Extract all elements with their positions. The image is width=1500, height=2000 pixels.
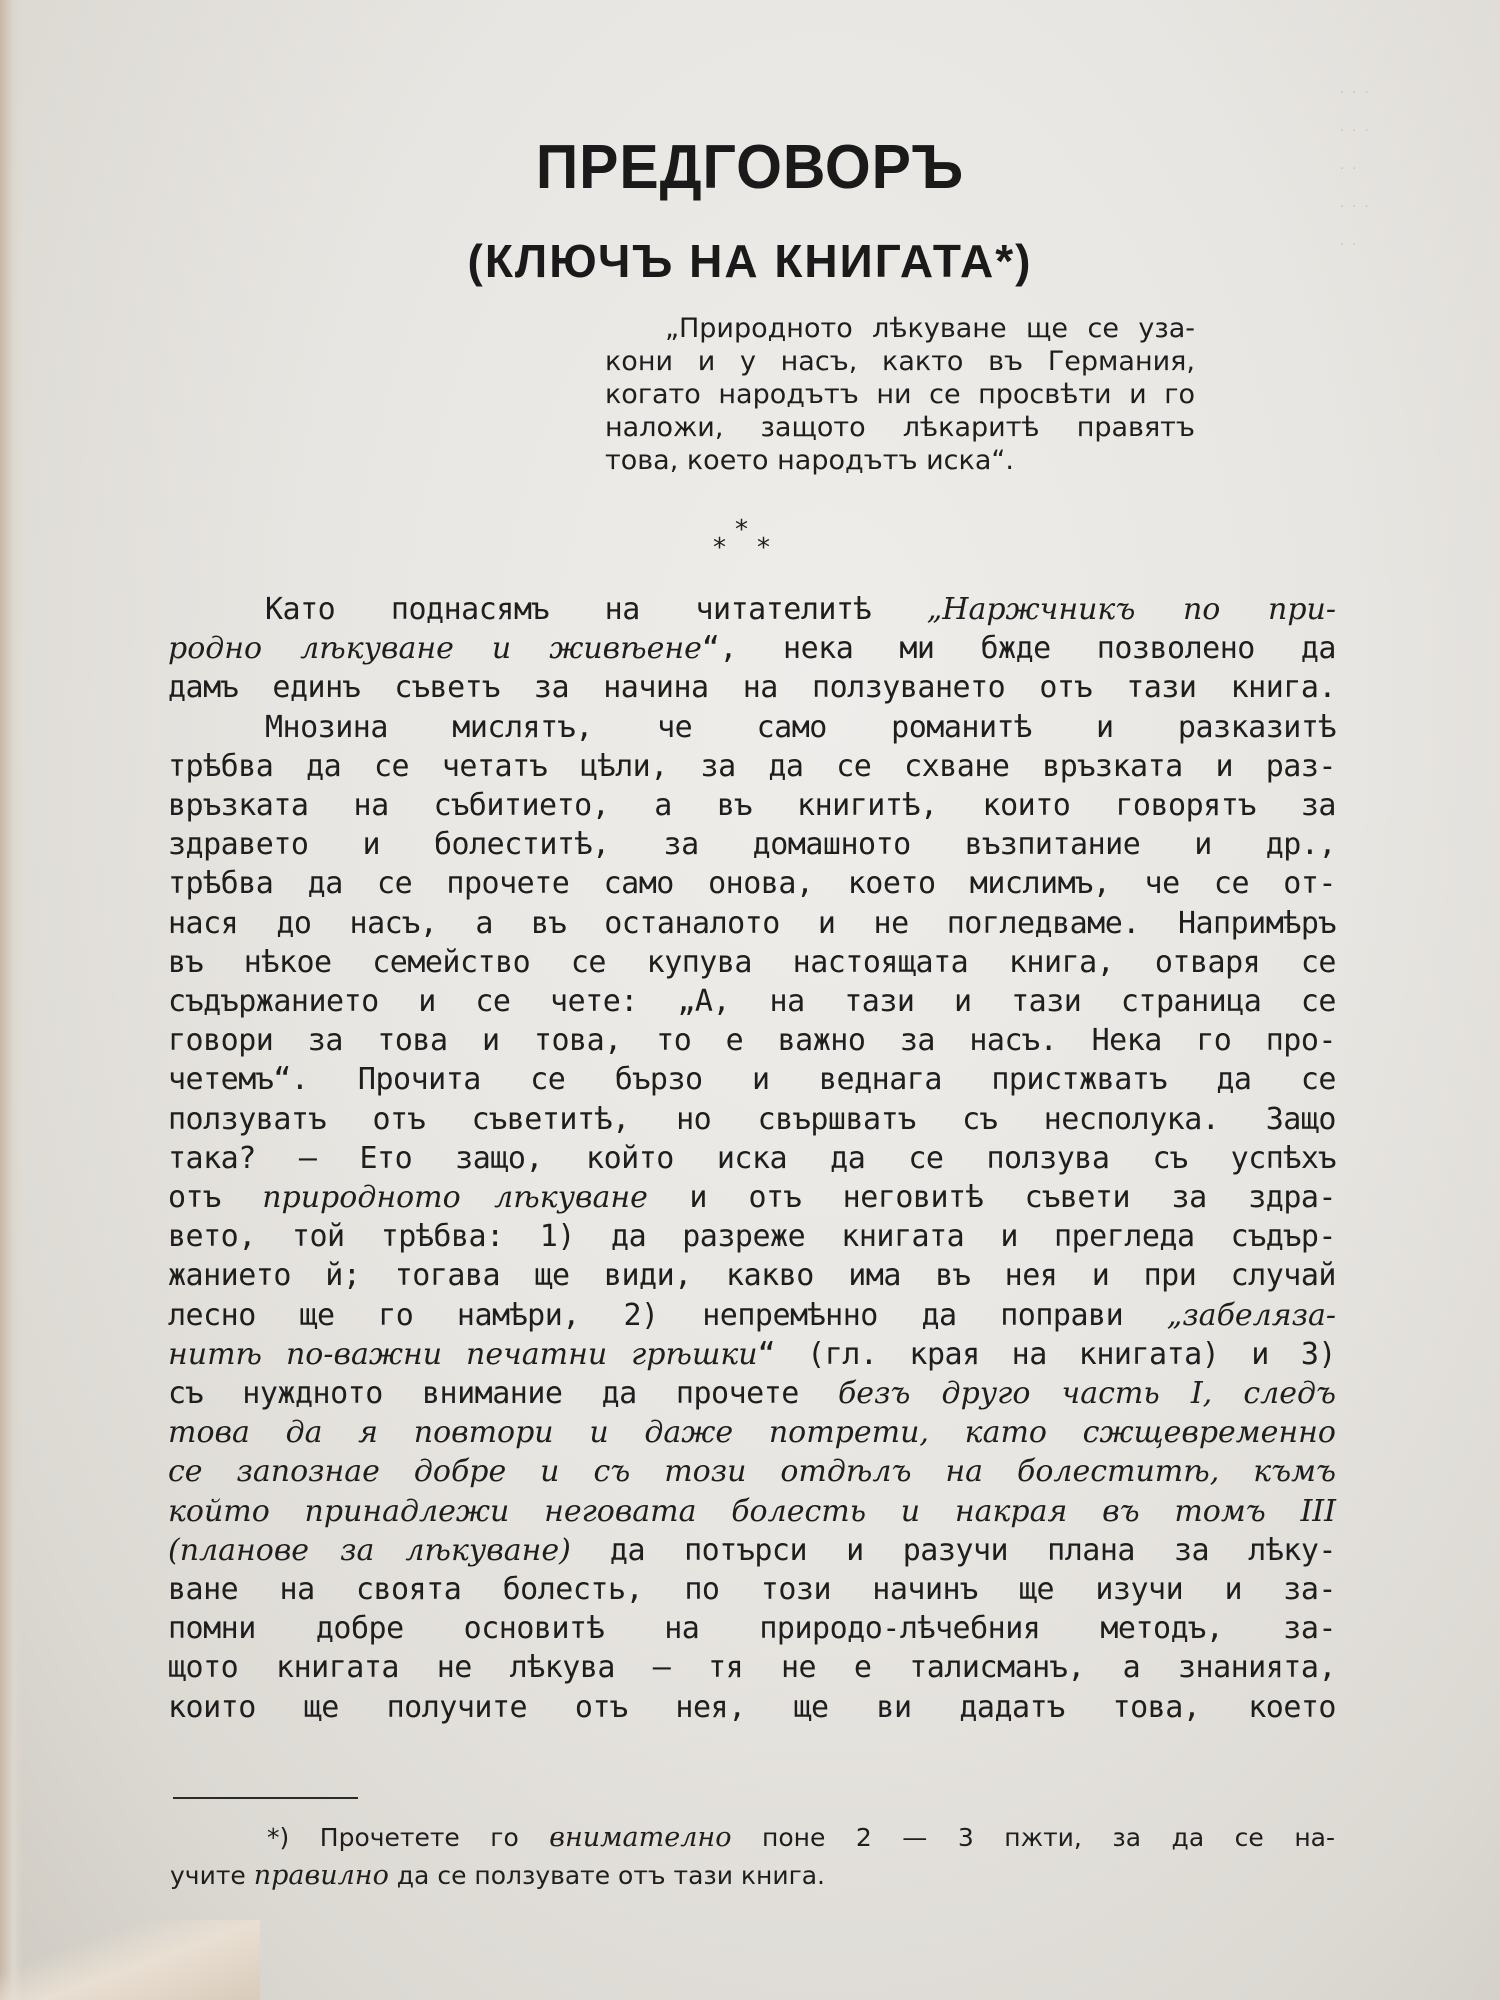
italic-emphasis: безъ друго часть I, следъ xyxy=(838,1376,1337,1412)
footnote-rule xyxy=(173,1797,358,1799)
text-run: да потърси и разучи плана за лѣку- xyxy=(570,1532,1336,1568)
body-line xyxy=(168,1688,1336,1727)
bleed-through-text: · · · · · · · · · · · · · xyxy=(1340,86,1371,253)
text-run: така? — Ето защо, който иска да се ползува съ успѣхъ xyxy=(168,1140,1336,1176)
body-line xyxy=(168,1609,1336,1648)
text-run: дамъ единъ съветъ за начина на ползуването отъ тази книга. xyxy=(168,670,1336,706)
body-text xyxy=(168,590,1336,1727)
body-line xyxy=(168,1531,1336,1570)
text-run: съ нуждното внимание да прочете xyxy=(168,1376,838,1412)
body-line xyxy=(168,904,1336,943)
text-run: поне 2 — 3 пжти, за да се на- xyxy=(731,1823,1335,1852)
page-left-edge xyxy=(0,0,22,2000)
italic-emphasis: природното лѣкуване xyxy=(262,1180,648,1216)
text-run: щото книгата не лѣкува — тя не е талисманъ, а знанията, xyxy=(168,1650,1336,1686)
body-line xyxy=(168,1570,1336,1609)
text-run: четемъ“. Прочита се бързо и веднага пристжватъ да се xyxy=(168,1062,1336,1098)
body-line xyxy=(168,1139,1336,1178)
text-run: да се ползувате отъ тази книга. xyxy=(388,1861,825,1890)
italic-emphasis: се запознае добре и съ този отдѣлъ на болеститѣ, къмъ xyxy=(168,1454,1336,1490)
page-title: ПРЕДГОВОРЪ xyxy=(535,133,965,202)
text-run: помни добре основитѣ на природо-лѣчебния методъ, за- xyxy=(168,1611,1336,1647)
italic-emphasis: правилно xyxy=(253,1860,389,1891)
text-run: въ нѣкое семейство се купува настоящата книга, отваря се xyxy=(168,944,1336,980)
text-run: лесно ще го намѣри, 2) непремѣнно да поправи xyxy=(168,1297,1167,1333)
text-run: здравето и болеститѣ, за домашното възпитание и др., xyxy=(168,827,1336,863)
text-run: учите xyxy=(170,1861,254,1890)
body-line xyxy=(168,982,1336,1021)
text-run: трѣбва да се прочете само онова, което мислимъ, че се от- xyxy=(168,866,1336,902)
body-line xyxy=(168,1178,1336,1217)
text-run: “ (гл. края на книгата) и 3) xyxy=(757,1336,1336,1372)
body-line xyxy=(168,1648,1336,1687)
epigraph-line: наложи, защото лѣкаритѣ правятъ xyxy=(605,412,1195,443)
italic-emphasis: внимателно xyxy=(549,1822,732,1853)
asterism-separator xyxy=(705,515,785,565)
text-run: и отъ неговитѣ съвети за здра- xyxy=(647,1180,1336,1216)
italic-emphasis: който принадлежи неговата болесть и накрая въ томъ III xyxy=(168,1493,1336,1529)
footnote xyxy=(170,1819,1335,1895)
body-line xyxy=(168,1413,1336,1452)
footnote-line xyxy=(170,1819,1335,1857)
text-run: *) Прочетете го xyxy=(267,1823,550,1852)
italic-emphasis: това да я повтори и даже потрети, като сжщевременно xyxy=(168,1415,1336,1451)
epigraph xyxy=(605,312,1195,477)
epigraph-line: „Природното лѣкуване ще се уза- xyxy=(665,313,1195,344)
text-run: Като поднасямъ на читателитѣ xyxy=(265,592,927,627)
body-line xyxy=(168,825,1336,864)
page-subtitle: (КЛЮЧЪ НА КНИГАТА*) xyxy=(467,235,1033,287)
body-line xyxy=(168,1100,1336,1139)
body-line xyxy=(168,708,1336,747)
body-line xyxy=(168,1335,1336,1374)
footnote-line xyxy=(170,1857,1335,1895)
body-line xyxy=(168,629,1336,668)
asterisk-icon: * xyxy=(757,533,770,563)
body-line xyxy=(168,1374,1336,1413)
text-run: съдържанието и се чете: „А, на тази и тази страница се xyxy=(168,984,1336,1020)
italic-emphasis: родно лѣкуване и живѣене xyxy=(168,631,702,667)
body-line xyxy=(168,590,1336,629)
body-line xyxy=(168,668,1336,707)
asterisk-icon: * xyxy=(713,533,726,563)
text-run: връзката на събитието, а въ книгитѣ, които говорятъ за xyxy=(168,788,1336,824)
italic-emphasis: „забеляза- xyxy=(1166,1297,1336,1333)
italic-emphasis: (планове за лѣкуване) xyxy=(168,1532,571,1568)
text-run: ползуватъ отъ съветитѣ, но свършватъ съ несполука. Защо xyxy=(168,1101,1336,1137)
text-run: отъ xyxy=(168,1180,263,1216)
text-run: говори за това и това, то е важно за насъ. Нека го про- xyxy=(168,1023,1336,1059)
text-run: вето, той трѣбва: 1) да разреже книгата и прегледа съдър- xyxy=(168,1219,1336,1255)
body-line xyxy=(168,747,1336,786)
body-line xyxy=(168,1217,1336,1256)
body-line xyxy=(168,1492,1336,1531)
text-run: нася до насъ, а въ останалото и не погледваме. Напримѣръ xyxy=(168,905,1336,941)
text-run: които ще получите отъ нея, ще ви дадатъ това, което xyxy=(168,1689,1336,1725)
body-line xyxy=(168,1296,1336,1335)
text-run: ване на своята болесть, по този начинъ ще изучи и за- xyxy=(168,1572,1336,1608)
epigraph-line: това, което народътъ иска“. xyxy=(605,445,1014,476)
asterisk-icon: * xyxy=(735,515,748,545)
body-line xyxy=(168,864,1336,903)
body-line xyxy=(168,943,1336,982)
text-run: “, нека ми бжде позволено да xyxy=(701,631,1336,667)
page-corner-curl xyxy=(0,1920,260,2000)
italic-emphasis: „Наржчникъ по при- xyxy=(926,592,1336,627)
body-line xyxy=(168,1256,1336,1295)
epigraph-line: когато народътъ ни се просвѣти и го xyxy=(605,379,1195,410)
epigraph-line: кони и у насъ, както въ Германия, xyxy=(605,346,1195,377)
body-line xyxy=(168,1060,1336,1099)
body-line xyxy=(168,1021,1336,1060)
italic-emphasis: нитѣ по-важни печатни грѣшки xyxy=(168,1336,758,1372)
text-run: Мнозина мислятъ, че само романитѣ и разказитѣ xyxy=(265,709,1336,745)
text-run: трѣбва да се четатъ цѣли, за да се схване връзката и раз- xyxy=(168,748,1336,784)
text-run: жанието й; тогава ще види, какво има въ нея и при случай xyxy=(168,1258,1336,1294)
body-line xyxy=(168,786,1336,825)
body-line xyxy=(168,1452,1336,1491)
